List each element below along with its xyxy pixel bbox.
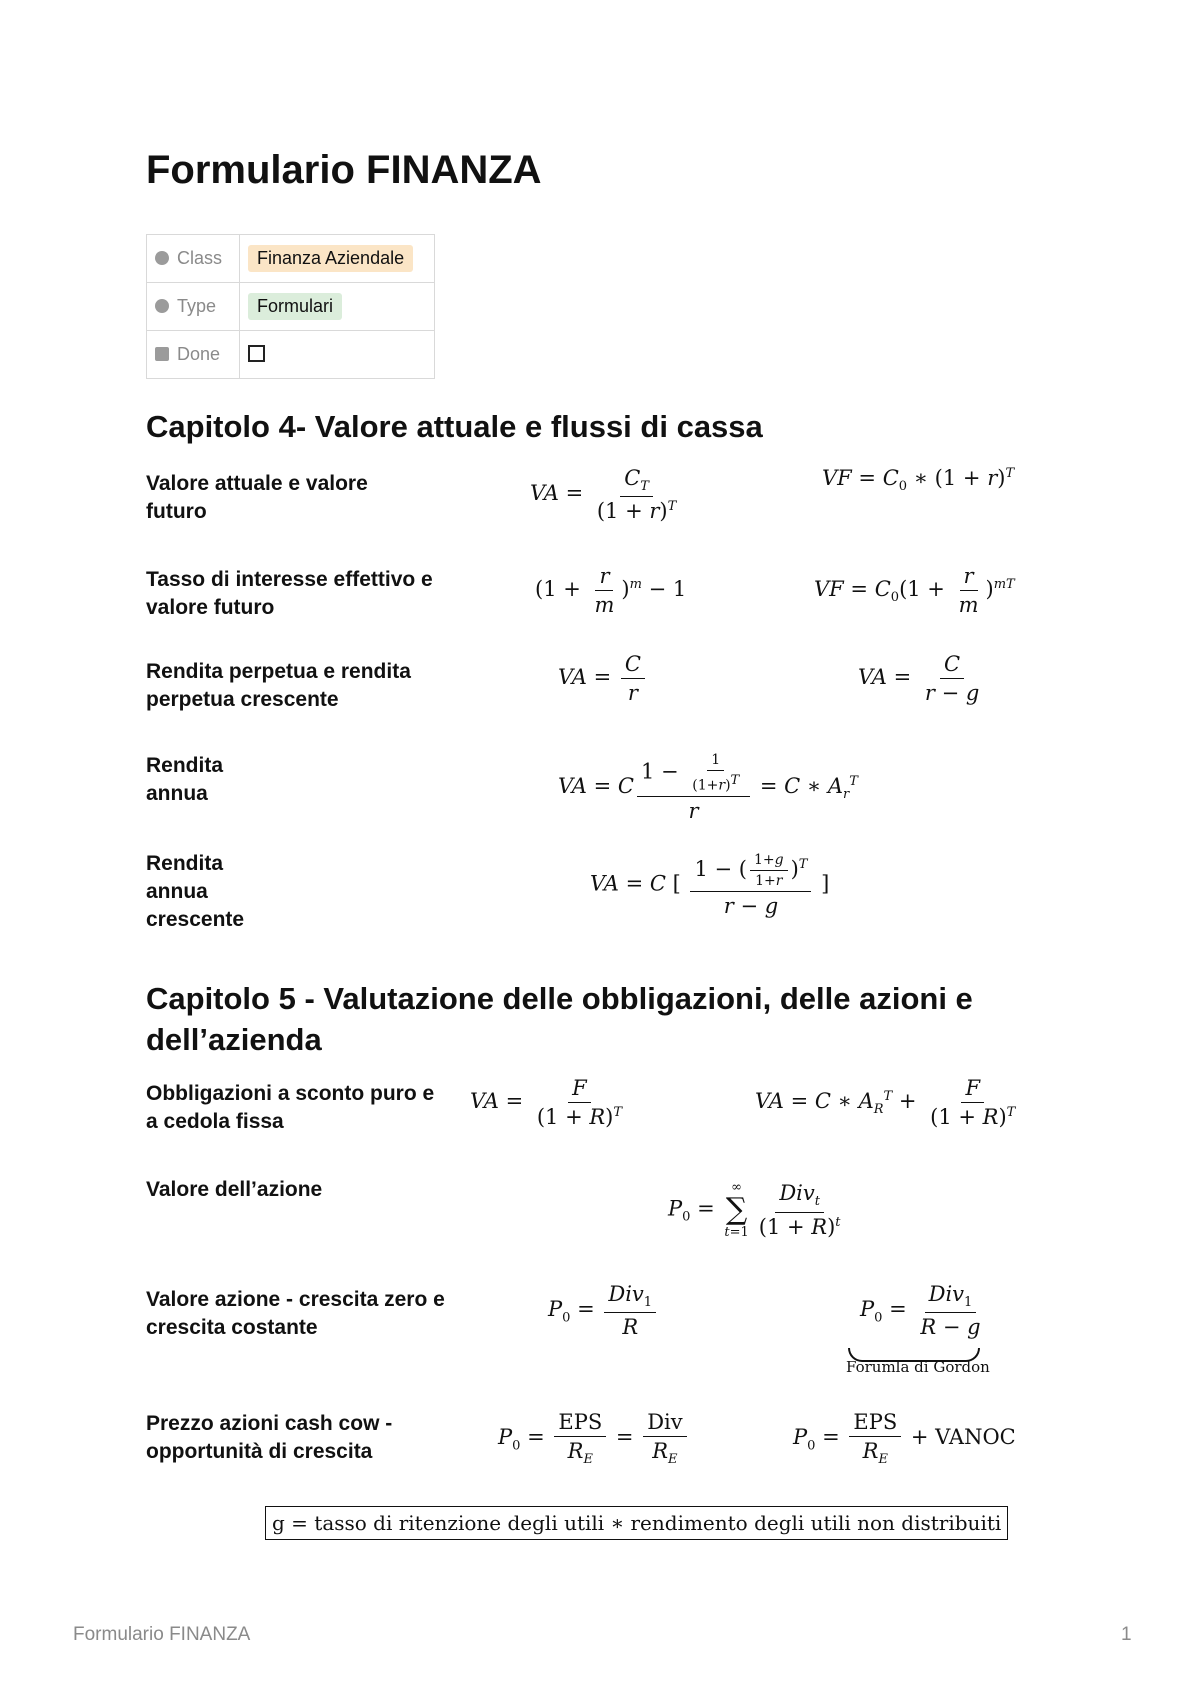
formula-label: Tasso di interesse effettivo e valore futuro: [146, 568, 433, 619]
formula-stock-value: $P_0$ = ∞ ∑ t=1 Div$_t$ $(1 + R)^t$: [668, 1180, 841, 1240]
gordon-formula-label: Forumla di Gordon: [846, 1358, 990, 1376]
done-checkbox[interactable]: [248, 345, 265, 362]
formula-coupon-bond: VA = C ∗ $A_R^T$ + $\frac{F}{(1 + R)^T}$: [755, 1076, 1016, 1129]
formula-perpetuity: VA = $\frac{C}{r}$: [558, 652, 648, 705]
select-property-icon: [155, 251, 169, 265]
property-key: Class: [177, 248, 223, 268]
type-tag[interactable]: Formulari: [248, 293, 342, 320]
formula-present-value: VA = $\frac{C_T}{(1 + r)^T}$: [530, 466, 677, 524]
chapter-4-heading: Capitolo 4- Valore attuale e flussi di cassa: [146, 409, 763, 444]
property-key: Done: [177, 344, 221, 364]
formula-zero-coupon-bond: VA = $\frac{F}{(1 + R)^T}$: [470, 1076, 623, 1129]
checkbox-property-icon: [155, 347, 169, 361]
formula-future-value-compound: VF = $C_0(1$ + $\frac{r}{m}$ )$^{mT}$: [814, 564, 1015, 617]
formula-future-value: VF = $C_0$ ∗ $(1 + r)^T$: [822, 466, 1015, 495]
page-title: Formulario FINANZA: [146, 148, 542, 192]
formula-label: Valore azione - crescita zero e crescita costante: [146, 1288, 445, 1339]
property-key: Type: [177, 296, 217, 316]
formula-label: Valore attuale e valore futuro: [146, 472, 368, 523]
property-row-type: [147, 283, 435, 331]
select-property-icon: [155, 299, 169, 313]
formula-label: Prezzo azioni cash cow - opportunità di crescita: [146, 1412, 393, 1463]
class-tag[interactable]: Finanza Aziendale: [248, 245, 413, 272]
formula-label: Valore dell’azione: [146, 1178, 323, 1201]
formula-annuity: VA = C 1 − $\frac{1}{(1+r)^T}$ r = C ∗ $A_r^T$: [558, 752, 858, 823]
page-number: 1: [1121, 1624, 1132, 1645]
formula-constant-growth: $P_0$ = Div$_1$ R − g: [860, 1282, 981, 1340]
formula-label: Obbligazioni a sconto puro e a cedola fissa: [146, 1082, 435, 1133]
formula-growth-opportunities: $P_0$ = EPS $R_E$ + VANOC: [793, 1410, 1016, 1468]
formula-effective-rate: (1 + $\frac{r}{m}$ )$^m$ − 1: [535, 564, 687, 617]
footer-title: Formulario FINANZA: [73, 1624, 251, 1645]
formula-cash-cow-price: $P_0$ = EPS $R_E$ = Div $R_E$: [498, 1410, 690, 1467]
formula-label: Rendita annua: [146, 754, 224, 805]
formula-growing-perpetuity: VA = $\frac{C}{r - g}$: [858, 652, 980, 705]
formula-zero-growth: $P_0$ = Div$_1$ R: [548, 1282, 659, 1339]
retention-rate-note: g = tasso di ritenzione degli utili ∗ rendimento degli utili non distribuiti: [265, 1506, 1008, 1540]
formula-label: Rendita annua crescente: [146, 852, 245, 931]
formula-growing-annuity: VA = C [ 1 − ( $\frac{1+g}{1+r}$ )$^T$ r − g ]: [590, 852, 830, 918]
chapter-5-heading: Capitolo 5 - Valutazione delle obbligazioni, delle azioni e dell’azienda: [146, 981, 973, 1057]
property-row-class: [147, 235, 435, 283]
formula-label: Rendita perpetua e rendita perpetua crescente: [146, 660, 411, 711]
properties-table: [146, 234, 435, 379]
property-row-done: [147, 331, 435, 379]
